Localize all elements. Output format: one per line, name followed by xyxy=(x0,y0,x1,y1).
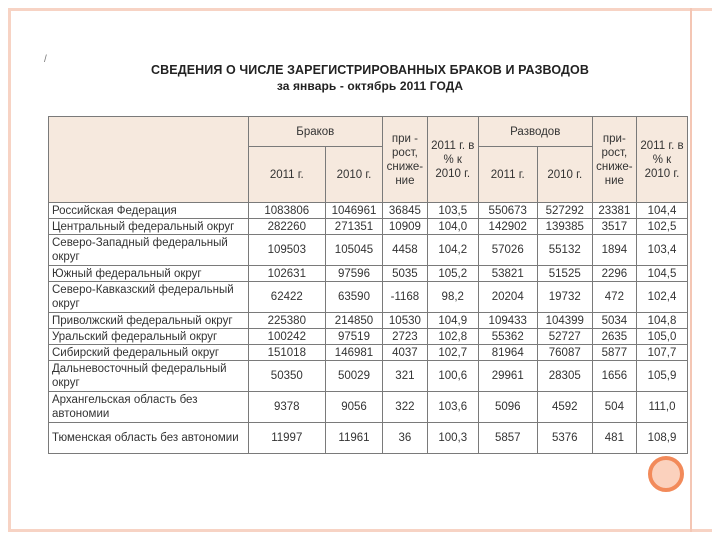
cell-marriages-pct: 105,2 xyxy=(427,266,478,282)
cell-divorces-2011: 57026 xyxy=(478,235,537,266)
header-marriages-2010: 2010 г. xyxy=(325,147,382,203)
cell-marriages-pct: 103,6 xyxy=(427,392,478,423)
cell-marriages-2011: 11997 xyxy=(248,423,325,454)
cell-marriages-2010: 1046961 xyxy=(325,203,382,219)
cell-divorces-growth: 5877 xyxy=(592,345,636,361)
cell-region: Сибирский федеральный округ xyxy=(49,345,249,361)
cell-marriages-growth: 10530 xyxy=(383,313,428,329)
cell-divorces-2010: 19732 xyxy=(537,282,592,313)
cell-marriages-pct: 104,9 xyxy=(427,313,478,329)
cell-marriages-2011: 151018 xyxy=(248,345,325,361)
cell-marriages-2010: 105045 xyxy=(325,235,382,266)
cell-marriages-2011: 9378 xyxy=(248,392,325,423)
table-row xyxy=(49,392,688,423)
cell-marriages-2010: 97519 xyxy=(325,329,382,345)
cell-divorces-pct: 104,5 xyxy=(637,266,688,282)
cell-region: Российская Федерация xyxy=(49,203,249,219)
cell-divorces-2010: 104399 xyxy=(537,313,592,329)
cell-marriages-2011: 50350 xyxy=(248,361,325,392)
header-region-blank xyxy=(49,117,249,203)
cell-marriages-2010: 97596 xyxy=(325,266,382,282)
stray-mark: / xyxy=(44,54,47,65)
cell-region: Приволжский федеральный округ xyxy=(49,313,249,329)
cell-divorces-growth: 481 xyxy=(592,423,636,454)
cell-divorces-pct: 102,5 xyxy=(637,219,688,235)
header-divorces-2011: 2011 г. xyxy=(478,147,537,203)
cell-marriages-2011: 109503 xyxy=(248,235,325,266)
cell-divorces-growth: 472 xyxy=(592,282,636,313)
cell-divorces-2011: 55362 xyxy=(478,329,537,345)
header-marriages-growth: при - рост, сниже- ние xyxy=(383,117,428,203)
cell-marriages-growth: 321 xyxy=(383,361,428,392)
cell-divorces-2011: 81964 xyxy=(478,345,537,361)
cell-divorces-2010: 76087 xyxy=(537,345,592,361)
cell-divorces-2011: 5857 xyxy=(478,423,537,454)
cell-divorces-growth: 504 xyxy=(592,392,636,423)
cell-marriages-2010: 9056 xyxy=(325,392,382,423)
cell-region: Архангельская область без автономии xyxy=(49,392,249,423)
cell-divorces-2010: 4592 xyxy=(537,392,592,423)
cell-divorces-2011: 5096 xyxy=(478,392,537,423)
cell-marriages-growth: 4037 xyxy=(383,345,428,361)
cell-region: Южный федеральный округ xyxy=(49,266,249,282)
cell-divorces-growth: 1894 xyxy=(592,235,636,266)
cell-divorces-2010: 527292 xyxy=(537,203,592,219)
cell-marriages-growth: 322 xyxy=(383,392,428,423)
cell-marriages-2010: 271351 xyxy=(325,219,382,235)
cell-marriages-2011: 100242 xyxy=(248,329,325,345)
cell-region: Северо-Западный федеральный округ xyxy=(49,235,249,266)
cell-divorces-2010: 28305 xyxy=(537,361,592,392)
cell-divorces-2011: 20204 xyxy=(478,282,537,313)
cell-divorces-2010: 51525 xyxy=(537,266,592,282)
cell-marriages-2010: 50029 xyxy=(325,361,382,392)
cell-marriages-pct: 104,0 xyxy=(427,219,478,235)
cell-marriages-growth: 10909 xyxy=(383,219,428,235)
cell-divorces-growth: 23381 xyxy=(592,203,636,219)
header-divorces-pct: 2011 г. в % к 2010 г. xyxy=(637,117,688,203)
cell-marriages-2010: 63590 xyxy=(325,282,382,313)
cell-region: Тюменская область без автономии xyxy=(49,423,249,454)
cell-region: Центральный федеральный округ xyxy=(49,219,249,235)
cell-divorces-2011: 29961 xyxy=(478,361,537,392)
cell-marriages-pct: 100,6 xyxy=(427,361,478,392)
slide-frame-right-bar xyxy=(690,8,712,532)
cell-marriages-growth: -1168 xyxy=(383,282,428,313)
cell-divorces-pct: 107,7 xyxy=(637,345,688,361)
cell-marriages-growth: 5035 xyxy=(383,266,428,282)
table-row xyxy=(49,203,688,219)
cell-marriages-growth: 2723 xyxy=(383,329,428,345)
cell-divorces-pct: 111,0 xyxy=(637,392,688,423)
cell-marriages-2011: 62422 xyxy=(248,282,325,313)
cell-divorces-2011: 109433 xyxy=(478,313,537,329)
cell-divorces-pct: 104,8 xyxy=(637,313,688,329)
cell-divorces-pct: 104,4 xyxy=(637,203,688,219)
cell-region: Уральский федеральный округ xyxy=(49,329,249,345)
header-marriages-2011: 2011 г. xyxy=(248,147,325,203)
cell-divorces-2011: 550673 xyxy=(478,203,537,219)
cell-divorces-growth: 5034 xyxy=(592,313,636,329)
cell-divorces-pct: 108,9 xyxy=(637,423,688,454)
cell-marriages-pct: 104,2 xyxy=(427,235,478,266)
cell-divorces-2010: 139385 xyxy=(537,219,592,235)
cell-divorces-2010: 5376 xyxy=(537,423,592,454)
cell-divorces-pct: 105,0 xyxy=(637,329,688,345)
table-row xyxy=(49,219,688,235)
table-row xyxy=(49,329,688,345)
cell-divorces-2010: 52727 xyxy=(537,329,592,345)
cell-marriages-2011: 102631 xyxy=(248,266,325,282)
header-divorces-2010: 2010 г. xyxy=(537,147,592,203)
header-divorces-growth: при- рост, сниже- ние xyxy=(592,117,636,203)
cell-marriages-2011: 1083806 xyxy=(248,203,325,219)
cell-divorces-pct: 102,4 xyxy=(637,282,688,313)
cell-divorces-pct: 103,4 xyxy=(637,235,688,266)
title-text: СВЕДЕНИЯ О ЧИСЛЕ ЗАРЕГИСТРИРОВАННЫХ БРАКОВ И РАЗВОДОВ xyxy=(151,63,589,77)
header-marriages-pct: 2011 г. в % к 2010 г. xyxy=(427,117,478,203)
cell-marriages-pct: 98,2 xyxy=(427,282,478,313)
marriage-divorce-table xyxy=(48,116,688,454)
header-divorces: Разводов xyxy=(478,117,592,147)
cell-marriages-pct: 100,3 xyxy=(427,423,478,454)
cell-marriages-growth: 4458 xyxy=(383,235,428,266)
cell-divorces-growth: 1656 xyxy=(592,361,636,392)
cell-marriages-pct: 102,7 xyxy=(427,345,478,361)
table-row xyxy=(49,423,688,454)
cell-region: Северо-Кавказский федеральный округ xyxy=(49,282,249,313)
cell-divorces-growth: 2296 xyxy=(592,266,636,282)
cell-divorces-growth: 3517 xyxy=(592,219,636,235)
cell-marriages-growth: 36845 xyxy=(383,203,428,219)
page-title xyxy=(100,62,640,94)
cell-marriages-2010: 11961 xyxy=(325,423,382,454)
header-marriages: Браков xyxy=(248,117,382,147)
cell-divorces-2011: 142902 xyxy=(478,219,537,235)
cell-marriages-2010: 214850 xyxy=(325,313,382,329)
table-row xyxy=(49,313,688,329)
cell-divorces-growth: 2635 xyxy=(592,329,636,345)
table-row xyxy=(49,266,688,282)
cell-marriages-pct: 103,5 xyxy=(427,203,478,219)
table-row xyxy=(49,282,688,313)
cell-marriages-2011: 225380 xyxy=(248,313,325,329)
table-row xyxy=(49,235,688,266)
decorative-circle xyxy=(648,456,684,492)
cell-marriages-pct: 102,8 xyxy=(427,329,478,345)
cell-divorces-2010: 55132 xyxy=(537,235,592,266)
table-row xyxy=(49,361,688,392)
subtitle-text: за январь - октябрь 2011 ГОДА xyxy=(276,79,464,93)
cell-marriages-growth: 36 xyxy=(383,423,428,454)
table-row xyxy=(49,345,688,361)
cell-divorces-pct: 105,9 xyxy=(637,361,688,392)
cell-divorces-2011: 53821 xyxy=(478,266,537,282)
cell-region: Дальневосточный федеральный округ xyxy=(49,361,249,392)
cell-marriages-2011: 282260 xyxy=(248,219,325,235)
cell-marriages-2010: 146981 xyxy=(325,345,382,361)
